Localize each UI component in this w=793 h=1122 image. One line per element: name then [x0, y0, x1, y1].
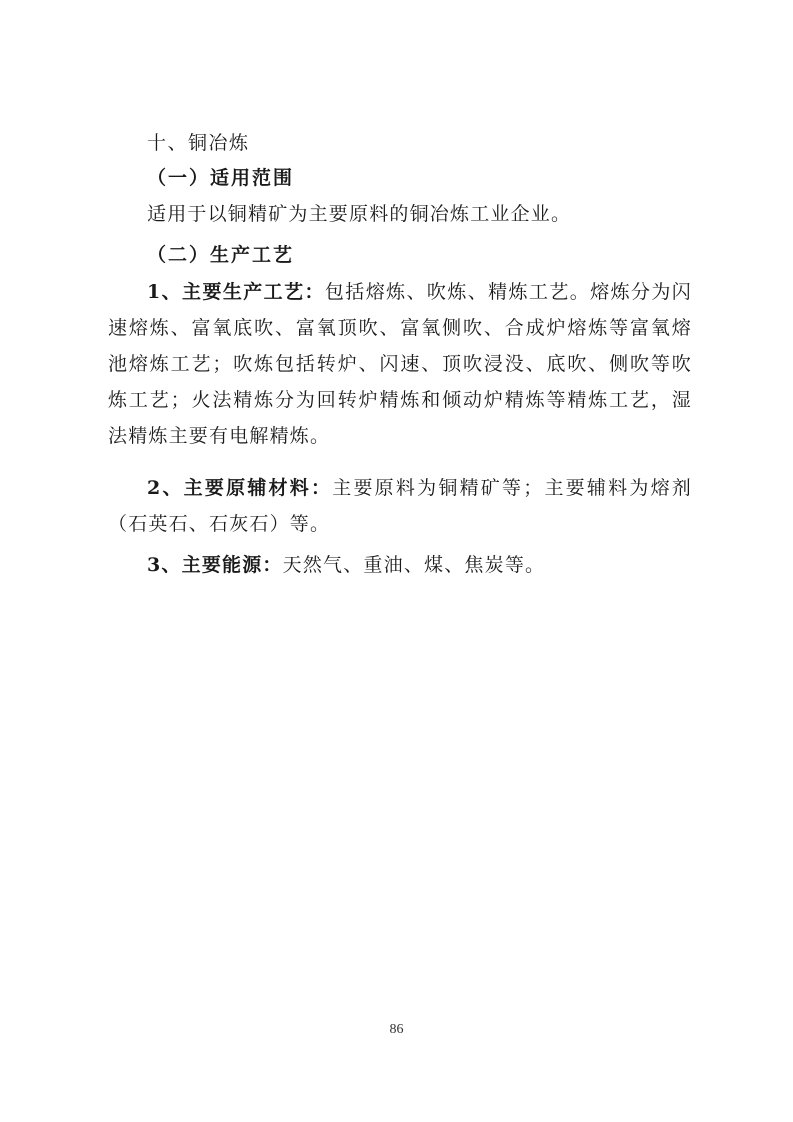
- process-item-1-lead: 1、主要生产工艺：: [147, 281, 325, 303]
- process-item-2: [108, 470, 692, 542]
- page-number: 86: [389, 1022, 404, 1037]
- process-item-1-text: 包括熔炼、吹炼、精炼工艺。熔炼分为闪速熔炼、富氧底吹、富氧顶吹、富氧侧吹、合成炉熔炼等富氧熔池熔炼工艺；吹炼包括转炉、闪速、顶吹浸没、底吹、侧吹等吹炼工艺；火法精炼分为回转炉精炼和倾动炉精炼等精炼工艺，湿法精炼主要有电解精炼。: [108, 281, 692, 447]
- section-title: 十、铜冶炼: [147, 132, 250, 154]
- scope-text: 适用于以铜精矿为主要原料的铜冶炼工业企业。: [147, 203, 572, 225]
- scope-heading: （一）适用范围: [147, 167, 295, 189]
- process-item-2-text: 主要原料为铜精矿等；主要辅料为熔剂（石英石、石灰石）等。: [108, 477, 692, 535]
- process-item-1: [108, 274, 692, 454]
- process-item-3-text: 天然气、重油、煤、焦炭等。: [282, 554, 546, 576]
- process-heading: （二）生产工艺: [147, 244, 295, 266]
- process-item-2-lead: 2、主要原辅材料：: [147, 477, 333, 499]
- process-item-3: [108, 547, 692, 583]
- process-item-3-lead: 3、主要能源：: [147, 554, 283, 576]
